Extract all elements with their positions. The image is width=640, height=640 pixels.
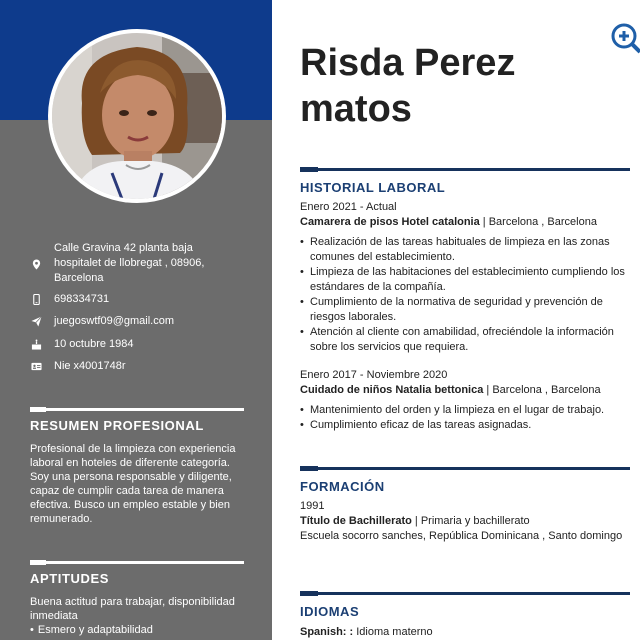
candidate-name xyxy=(300,40,515,132)
language-item xyxy=(300,625,630,640)
skills-section xyxy=(30,561,244,637)
phone-number[interactable]: 698334731 xyxy=(54,293,110,305)
birthday-cake-icon xyxy=(30,337,42,351)
section-divider xyxy=(300,168,630,171)
job-duty: • Cumplimiento de la normativa de seguridad y prevención de riesgos laborales. xyxy=(300,295,630,325)
section-divider xyxy=(300,467,630,470)
contact-birthdate xyxy=(30,337,134,352)
profile-photo xyxy=(48,29,226,203)
name-line-2: matos xyxy=(300,88,412,130)
job-duty: • Mantenimiento del orden y la limpieza en el lugar de trabajo. xyxy=(300,403,630,418)
education-school: Escuela socorro sanches, República Dominicana , Santo domingo xyxy=(300,530,623,542)
address-line-3: Barcelona xyxy=(54,272,104,284)
address-line-1: Calle Gravina 42 planta baja xyxy=(54,242,193,254)
summary-section xyxy=(30,408,244,526)
job-location: | Barcelona , Barcelona xyxy=(483,384,601,396)
mobile-phone-icon xyxy=(30,292,42,306)
id-number-text: Nie x4001748r xyxy=(54,360,126,372)
profile-photo-illustration xyxy=(52,33,222,199)
job-location: | Barcelona , Barcelona xyxy=(479,216,597,228)
summary-heading: RESUMEN PROFESIONAL xyxy=(30,418,204,433)
section-divider xyxy=(30,408,244,411)
email-address[interactable]: juegoswtf09@gmail.com xyxy=(54,315,174,327)
zoom-in-icon[interactable] xyxy=(608,22,640,56)
address-text xyxy=(54,241,204,286)
id-card-icon xyxy=(30,359,42,373)
language-name: Spanish: : xyxy=(300,626,354,638)
birthdate-text: 10 octubre 1984 xyxy=(54,338,134,350)
contact-phone xyxy=(30,292,109,307)
skill-item: Buena actitud para trabajar, disponibilidad inmediata xyxy=(30,596,235,622)
job-title: Cuidado de niños Natalia bettonica xyxy=(300,384,484,396)
section-divider xyxy=(30,561,244,564)
experience-section xyxy=(300,168,630,433)
skills-heading: APTITUDES xyxy=(30,571,110,586)
education-heading: FORMACIÓN xyxy=(300,479,385,494)
skills-body xyxy=(30,595,244,637)
job-entry xyxy=(300,368,630,433)
name-line-1: Risda Perez xyxy=(300,42,516,84)
languages-section xyxy=(300,592,630,640)
location-pin-icon xyxy=(30,257,42,271)
sidebar xyxy=(0,0,272,640)
skill-item: • Esmero y adaptabilidad xyxy=(30,623,244,637)
summary-text: Profesional de la limpieza con experiencia laboral en hoteles de diferente categoría. Soy una persona responsable y diligente, capaz de cumplir cada tarea de manera efectiva. Busco un empleo estable y bien remunerado. xyxy=(30,443,236,525)
section-divider xyxy=(300,592,630,595)
job-duty: • Atención al cliente con amabilidad, ofreciéndole la información sobre los servicios que requiera. xyxy=(300,325,630,355)
education-header xyxy=(300,514,630,529)
job-dates: Enero 2017 - Noviembre 2020 xyxy=(300,369,448,381)
job-header xyxy=(300,215,630,230)
contact-email xyxy=(30,314,174,329)
send-email-icon xyxy=(30,314,42,328)
education-section xyxy=(300,467,630,544)
language-level: Idioma materno xyxy=(353,626,433,638)
job-dates: Enero 2021 - Actual xyxy=(300,201,397,213)
contact-id xyxy=(30,359,126,374)
address-line-2: hospitalet de llobregat , 08906, xyxy=(54,257,205,269)
contact-address xyxy=(30,241,204,286)
job-title: Camarera de pisos Hotel catalonia xyxy=(300,216,480,228)
education-year: 1991 xyxy=(300,500,325,512)
education-detail: | Primaria y bachillerato xyxy=(411,515,530,527)
job-entry xyxy=(300,200,630,355)
languages-heading: IDIOMAS xyxy=(300,604,360,619)
job-header xyxy=(300,383,630,398)
experience-heading: HISTORIAL LABORAL xyxy=(300,180,446,195)
education-degree: Título de Bachillerato xyxy=(300,515,412,527)
job-duty: • Realización de las tareas habituales de limpieza en las zonas comunes del establecimiento. xyxy=(300,235,630,265)
job-duty: • Cumplimiento eficaz de las tareas asignadas. xyxy=(300,418,630,433)
job-duty: • Limpieza de las habitaciones del establecimiento cumpliendo los estándares de la compañía. xyxy=(300,265,630,295)
